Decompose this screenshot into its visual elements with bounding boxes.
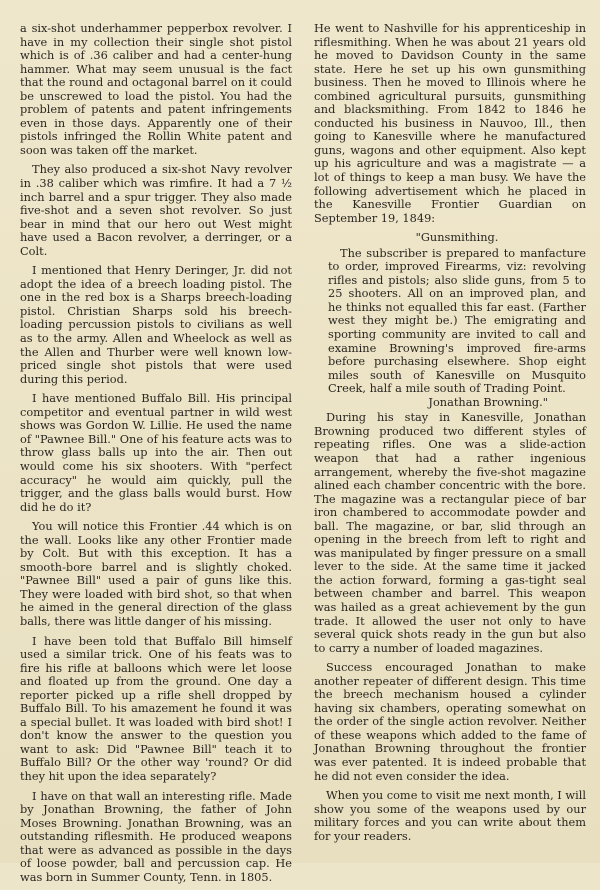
text-columns	[20, 22, 586, 890]
left-column	[20, 22, 292, 890]
paragraph: During his stay in Kanesville, Jonathan Browning produced two different styles of repeating rifles. One was a slide-action weapon that had a rather ingenious arrangement, whereby the five-shot magazine alined each chamber concentric with the bore. The magazine was a rectangular piece of bar iron chambered to accommodate powder and ball. The magazine, or bar, slid through an opening in the breech from left to right and was manipulated by finger pressure on a small lever to the side. At the same time it jacked the action forward, forming a gas-tight seal between chamber and barrel. This weapon was hailed as a great achievement by the gun trade. It allowed the user not only to have several quick shots ready in the gun but also to carry a number of loaded magazines.	[314, 410, 586, 655]
advertisement-title: "Gunsmithing.	[415, 230, 499, 245]
paragraph: a six-shot underhammer pepperbox revolver. I have in my collection their single shot pistol which is of .36 caliber and had a center-hung hammer. What may seem unusual is the fact that the round and octagonal barrel on it could be unscrewed to load the pistol. You had the problem of patents and patent infringements even in those days. Apparently one of their pistols infringed the Rollin White patent and soon was taken off the market.	[20, 21, 292, 157]
advertisement-signature: Jonathan Browning."	[428, 394, 548, 409]
paragraph: You will notice this Frontier .44 which is on the wall. Looks like any other Frontier made by Colt. But with this exception. It has a smooth-bore barrel and is slightly choked. "Pawnee Bill" used a pair of guns like this. They were loaded with bird shot, so that when he aimed in the general direction of the glass balls, there was little danger of his missing.	[20, 519, 292, 628]
paragraph: I have mentioned Buffalo Bill. His principal competitor and eventual partner in wild west shows was Gordon W. Lillie. He used the name of "Pawnee Bill." One of his feature acts was to throw glass balls up into the air. Then out would come his six shooters. With "perfect accuracy" he would aim quickly, pull the trigger, and the glass balls would burst. How did he do it?	[20, 391, 292, 514]
paragraph: They also produced a six-shot Navy revolver in .38 caliber which was rimfire. It had a 7 ½ inch barrel and a spur trigger. They also made five-shot and a seven shot revolver. So just bear in mind that our hero out West might have used a Bacon revolver, a derringer, or a Colt.	[20, 162, 292, 258]
paragraph: I mentioned that Henry Deringer, Jr. did not adopt the idea of a breech loading pistol. The one in the red box is a Sharps breech-loading pistol. Christian Sharps sold his breech-loading percussion pistols to civilians as well as to the army. Allen and Wheelock as well as the Allen and Thurber were well known low-priced single shot pistols that were used during this period.	[20, 263, 292, 386]
paragraph: He went to Nashville for his apprenticeship in riflesmithing. When he was about 21 years old he moved to Davidson County in the same state. Here he set up his own gunsmithing business. Then he moved to Illinois where he combined agricultural pursuits, gunsmithing and blacksmithing. From 1842 to 1846 he conducted his business in Nauvoo, Ill., then going to Kanesville where he manufactured guns, wagons and other equipment. Also kept up his agriculture and was a magistrate — a lot of things to keep a man busy. We have the following advertisement which he placed in the Kanesville Frontier Guardian on September 19, 1849:	[314, 21, 586, 225]
paragraph: I have been told that Buffalo Bill himself used a similar trick. One of his feats was to fire his rifle at balloons which were let loose and floated up from the ground. One day a reporter picked up a rifle shell dropped by Buffalo Bill. To his amazement he found it was a special bullet. It was loaded with bird shot! I don't know the answer to the question you want to ask: Did "Pawnee Bill" teach it to Buffalo Bill? Or the other way 'round? Or did they hit upon the idea separately?	[20, 633, 292, 783]
paragraph: I have on that wall an interesting rifle. Made by Jonathan Browning, the father of John Moses Browning. Jonathan Browning, was an outstanding riflesmith. He produced weapons that were as advanced as possible in the days of loose powder, ball and percussion cap. He was born in Summer County, Tenn. in 1805.	[20, 788, 292, 884]
advertisement-quote	[328, 231, 586, 409]
advertisement-body: The subscriber is prepared to manfacture to order, improved Firearms, viz: revolving rifles and pistols; also slide guns, from 5 to 25 shooters. All on an improved plan, and he thinks not equalled this far east. (Farther west they might be.) The emigrating and sporting community are invited to call and examine Browning's improved fire-arms before purchasing elsewhere. Shop eight miles south of Kanesville on Musquito Creek, half a mile south of Trading Point.	[328, 245, 586, 396]
paragraph: When you come to visit me next month, I will show you some of the weapons used by our military forces and you can write about them for your readers.	[314, 788, 586, 843]
paragraph: Success encouraged Jonathan to make another repeater of different design. This time the breech mechanism housed a cylinder having six chambers, operating somewhat on the order of the single action revolver. Neither of these weapons which added to the fame of Jonathan Browning throughout the frontier was ever patented. It is indeed probable that he did not even consider the idea.	[314, 660, 586, 783]
right-column	[314, 22, 586, 890]
